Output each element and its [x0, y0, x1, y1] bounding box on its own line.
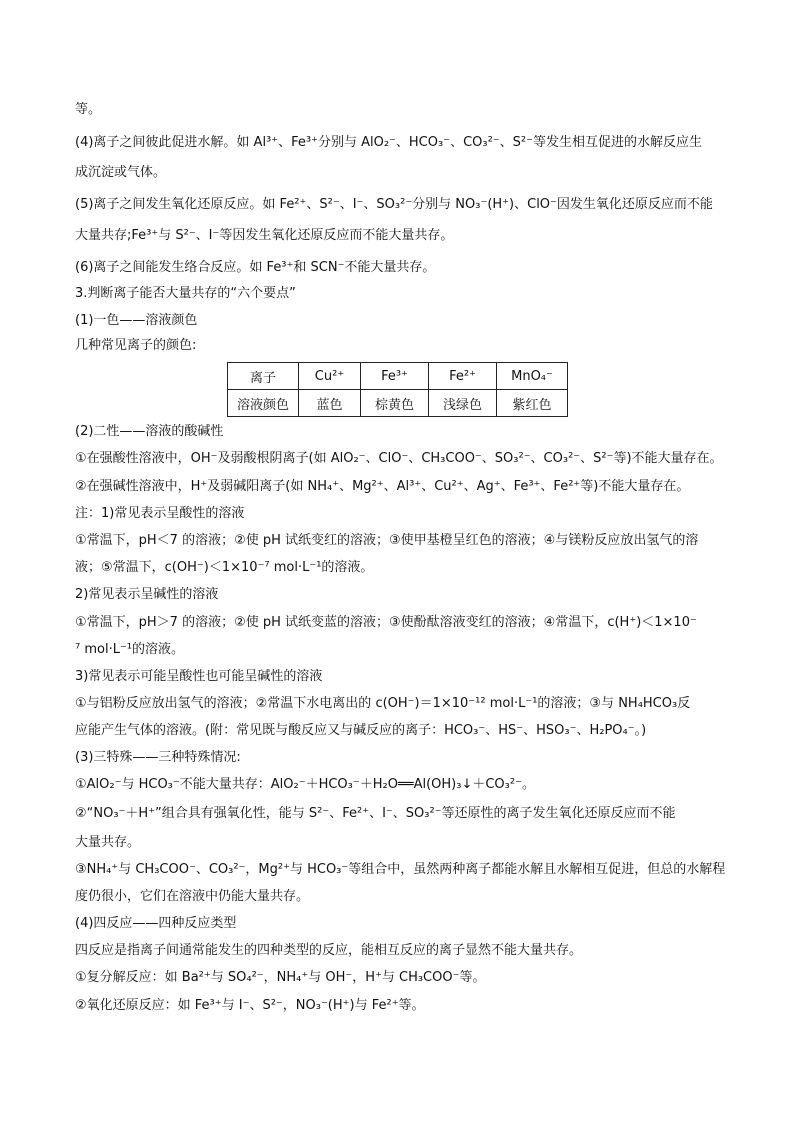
text-line: 等。 [75, 102, 102, 117]
text-line: 应能产生气体的溶液。(附：常见既与酸反应又与碱反应的离子：HCO₃⁻、HS⁻、HSO₃⁻、H₂PO₄⁻。) [75, 723, 647, 738]
table-cell: Fe²⁺ [429, 363, 497, 390]
subheading: (4)四反应——四种反应类型 [75, 916, 237, 931]
table-cell: 浅绿色 [429, 390, 497, 417]
subheading: (3)三特殊——三种特殊情况: [75, 750, 241, 765]
text-line: 大量共存。 [75, 835, 141, 850]
subheading: (1)一色——溶液颜色 [75, 313, 198, 328]
text-line: ①与铝粉反应放出氢气的溶液；②常温下水电离出的 c(OH⁻)＝1×10⁻¹² mol·L⁻¹的溶液；③与 NH₄HCO₃反 [75, 696, 691, 711]
text-line: 液；⑤常温下，c(OH⁻)＜1×10⁻⁷ mol·L⁻¹的溶液。 [75, 560, 374, 575]
text-line: ①在强酸性溶液中，OH⁻及弱酸根阴离子(如 AlO₂⁻、ClO⁻、CH₃COO⁻、SO₃²⁻、CO₃²⁻、S²⁻等)不能大量存在。 [75, 451, 723, 466]
text-line: ①常温下，pH＜7 的溶液；②使 pH 试纸变红的溶液；③使甲基橙呈红色的溶液；④与镁粉反应放出氢气的溶 [75, 533, 699, 548]
table-cell: Cu²⁺ [299, 363, 361, 390]
text-line: 几种常见离子的颜色: [75, 338, 197, 353]
text-line: 3)常见表示可能呈酸性也可能呈碱性的溶液 [75, 669, 323, 684]
ion-color-table [227, 362, 568, 417]
subheading: (2)二性——溶液的酸碱性 [75, 424, 224, 439]
text-line: 四反应是指离子间通常能发生的四种类型的反应，能相互反应的离子显然不能大量共存。 [75, 943, 583, 958]
text-line: 2)常见表示呈碱性的溶液 [75, 587, 219, 602]
text-line: 成沉淀或气体。 [75, 165, 167, 180]
section-heading: 3.判断离子能否大量共存的“六个要点” [75, 286, 296, 301]
text-line: ③NH₄⁺与 CH₃COO⁻、CO₃²⁻，Mg²⁺与 HCO₃⁻等组合中，虽然两种离子都能水解且水解相互促进，但总的水解程 [75, 862, 725, 877]
text-line: ⁷ mol·L⁻¹的溶液。 [75, 642, 185, 657]
text-line: ①复分解反应：如 Ba²⁺与 SO₄²⁻，NH₄⁺与 OH⁻，H⁺与 CH₃COO⁻等。 [75, 970, 486, 985]
text-line: 注：1)常见表示呈酸性的溶液 [75, 506, 245, 521]
text-line: ②在强碱性溶液中，H⁺及弱碱阳离子(如 NH₄⁺、Mg²⁺、Al³⁺、Cu²⁺、Ag⁺、Fe³⁺、Fe²⁺等)不能大量存在。 [75, 479, 690, 494]
table-cell: 溶液颜色 [228, 390, 299, 417]
table-cell: MnO₄⁻ [497, 363, 568, 390]
text-line: (4)离子之间彼此促进水解。如 Al³⁺、Fe³⁺分别与 AlO₂⁻、HCO₃⁻、CO₃²⁻、S²⁻等发生相互促进的水解反应生 [75, 135, 702, 150]
table-row [228, 390, 568, 417]
table-row [228, 363, 568, 390]
table-cell: 紫红色 [497, 390, 568, 417]
table-cell: 棕黄色 [361, 390, 429, 417]
text-line: 度仍很小，它们在溶液中仍能大量共存。 [75, 889, 310, 904]
text-line: (6)离子之间能发生络合反应。如 Fe³⁺和 SCN⁻不能大量共存。 [75, 260, 436, 275]
table-cell: Fe³⁺ [361, 363, 429, 390]
text-line: ②氧化还原反应：如 Fe³⁺与 I⁻、S²⁻，NO₃⁻(H⁺)与 Fe²⁺等。 [75, 998, 425, 1013]
table-cell: 蓝色 [299, 390, 361, 417]
table-cell: 离子 [228, 363, 299, 390]
text-line: ①常温下，pH＞7 的溶液；②使 pH 试纸变蓝的溶液；③使酚酞溶液变红的溶液；④常温下，c(H⁺)＜1×10⁻ [75, 615, 697, 630]
text-line: 大量共存;Fe³⁺与 S²⁻、I⁻等因发生氧化还原反应而不能大量共存。 [75, 228, 454, 243]
text-line: ①AlO₂⁻与 HCO₃⁻不能大量共存：AlO₂⁻＋HCO₃⁻＋H₂O══Al(OH)₃↓＋CO₃²⁻。 [75, 777, 535, 792]
text-line: (5)离子之间发生氧化还原反应。如 Fe²⁺、S²⁻、I⁻、SO₃²⁻分别与 NO₃⁻(H⁺)、ClO⁻因发生氧化还原反应而不能 [75, 197, 713, 212]
text-line: ②“NO₃⁻＋H⁺”组合具有强氧化性，能与 S²⁻、Fe²⁺、I⁻、SO₃²⁻等还原性的离子发生氧化还原反应而不能 [75, 806, 676, 821]
